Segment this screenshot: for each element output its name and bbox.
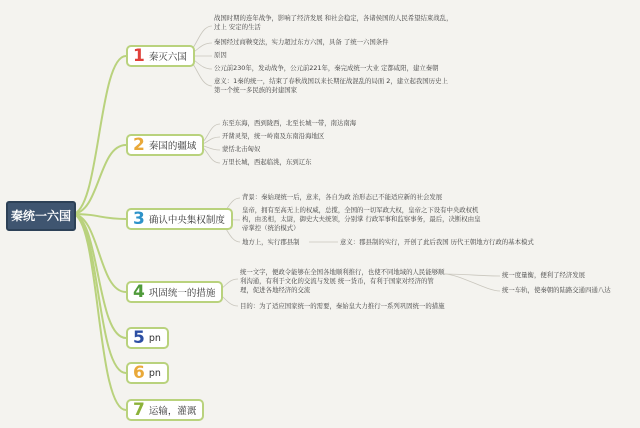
topic-1-item-5: 意义：1秦的统一，结束了春秋战国以来长期征战混乱的局面 2，建立起我国历史上第一个统一多民族的封建国家 [214,77,448,94]
topic-3-item-4: 意义：郡县制的实行，开创了此后我国 历代王朝地方行政的基本模式 [340,238,534,246]
topic-1-item-3: 原因 [214,51,227,59]
topic-1-item-1: 战国时期的连年战争，影响了经济发展 和社会稳定，各诸侯国的人民希望结束战乱，过上 安定的生活 [214,14,453,31]
topic-label-3: 确认中央集权制度 [148,215,225,226]
topic-number-7: 7 [133,400,145,420]
topic-2-item-1: 东至东海，西到陇西，北至长城一带，南达南海 [222,119,357,127]
topic-label-2: 秦国的疆域 [148,141,197,152]
root-topic[interactable]: 秦统一六国 [6,201,76,231]
topic-4-item-4: 统一车轨，使秦朝的陆路交通四通八达 [502,286,611,294]
topic-label-7: 运输，灌溉 [148,406,197,417]
topic-label-6: pn [148,367,161,379]
topic-7[interactable] [126,399,204,421]
topic-2-item-3: 蒙恬北击匈奴 [222,145,261,153]
topic-3-item-1: 背景：秦始现统一后，意来，各自为政 治形态已不能适应新的社会发展 [242,193,443,201]
topic-4-item-3: 统一度量衡，便利了经济发展 [502,271,586,279]
branch-line-2 [72,145,126,214]
topic-label-5: pn [148,332,161,344]
topic-number-6: 6 [133,363,145,383]
topic-4-item-2: 目的：为了适应国家统一的需要，秦始皇大力推行一系列巩固统一的措施 [240,302,445,310]
topic-1-item-2: 秦国经过商鞅变法，实力超过东方六国，具备 了统一六国条件 [214,38,389,46]
topic-5[interactable] [126,327,169,349]
topic-3-item-3: 地方上，实行郡县制 [242,238,300,246]
topic-6[interactable] [126,362,169,384]
topic-2-item-2: 开凿灵渠，统一岭南及东南沿海地区 [222,132,325,140]
topic-2[interactable] [126,134,204,156]
topic-number-4: 4 [133,282,145,302]
topic-label-1: 秦灭六国 [148,52,187,63]
topic-3-item-2: 皇帝，拥有至高无上的权威，总揽，全国的一切军政大权，皇帝之下设有中央政权机构，由丞相，太尉，御史大夫统领，分别掌 行政军事和监察事务，最后，决断权由皇帝掌控（统治模式） [242,206,481,232]
topic-1[interactable] [126,45,195,67]
topic-number-3: 3 [133,209,145,229]
branch-line-7 [72,214,126,410]
topic-1-item-4: 公元前230年，发动战争，公元前221年，秦完成统一大业 定都咸阳，建立秦朝 [214,64,439,72]
topic-2-item-4: 万里长城，西起临洮，东到辽东 [222,158,312,166]
branch-line-6 [72,214,126,373]
topic-label-4: 巩固统一的措施 [148,288,216,299]
topic-number-2: 2 [133,135,145,155]
topic-4-item-1: 统一文字，便政令能够在全国各地顺利推行，也使不同地域的人民能够顺利沟通，有利于文化的交流与发展 统一货币，有利于国家对经济的管理，促进各地经济的交流 [240,268,445,294]
topic-3[interactable] [126,208,233,230]
topic-4[interactable] [126,281,223,303]
topic-number-5: 5 [133,328,145,348]
topic-number-1: 1 [133,46,145,66]
branch-line-1 [72,56,126,214]
